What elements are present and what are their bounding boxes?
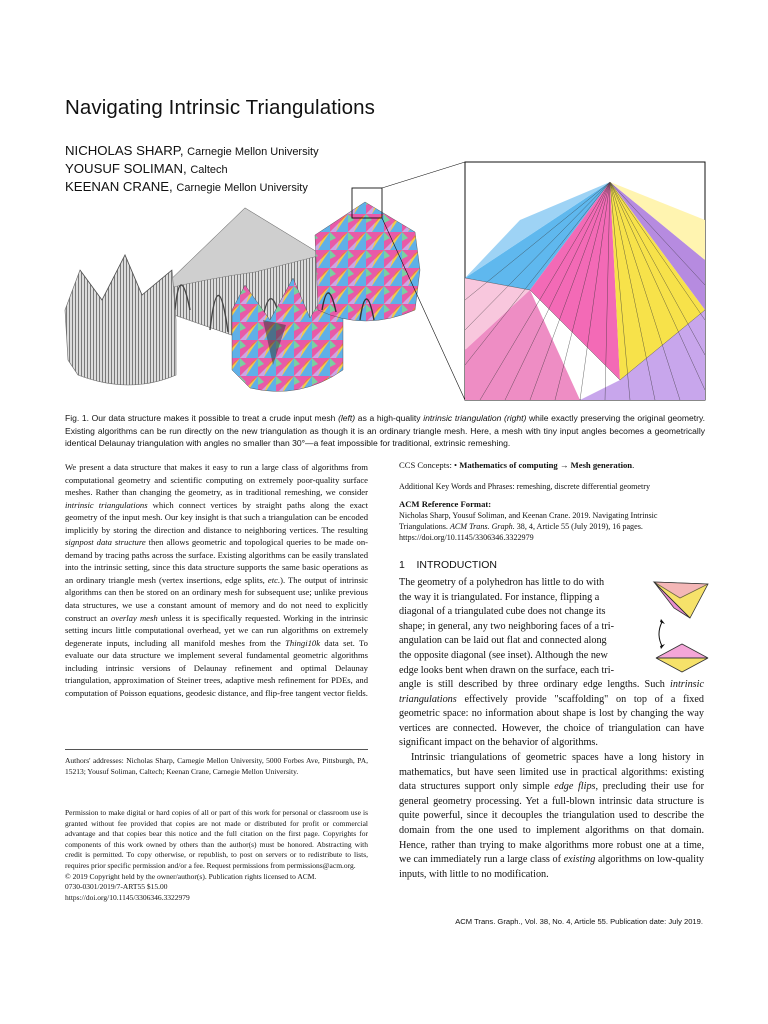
right-column-meta — [399, 459, 703, 543]
figure-caption: Fig. 1. Our data structure makes it possible to treat a crude input mesh (left) as a high-quality intrinsic triangulation (right) while exactly preserving the original geometry. Existing algorithms can be run directly on the new triangulation as though it is an ordinary triangle mesh. Here, a mesh with tiny input angles becomes a geometrically identical Delaunay triangulation with angles no smaller than 30°—a feat impossible for traditional, extrinsic remeshing. — [65, 413, 705, 449]
author-name: KEENAN CRANE, — [65, 179, 173, 194]
ccs-concepts: CCS Concepts: • Mathematics of computing → Mesh generation. — [399, 460, 635, 470]
author-name: NICHOLAS SHARP, — [65, 143, 184, 158]
page-footer: ACM Trans. Graph., Vol. 38, No. 4, Article 55. Publication date: July 2019. — [455, 917, 703, 926]
intrinsic-mesh-cone — [315, 202, 420, 321]
author-affiliation: Carnegie Mellon University — [176, 182, 308, 194]
keywords: Additional Key Words and Phrases: remeshing, discrete differential geometry — [399, 482, 651, 492]
section-number: 1 — [399, 559, 405, 571]
author-name: YOUSUF SOLIMAN, — [65, 161, 187, 176]
author-1 — [65, 143, 319, 160]
permission-text: Permission to make digital or hard copies of all or part of this work for personal or classroom use is granted without fee provided that copies are not made or distributed for profit or commercial advantage and that copies bear this notice and the full citation on the first page. Copyrights for components of this work owned by others than the author(s) must be honored. Abstracting with credit is permitted. To copy otherwise, or republish, to post on servers or to redistribute to lists, requires prior specific permission and/or a fee. Request permissions from permissions@acm.org. — [65, 808, 368, 870]
author-addresses: Authors' addresses: Nicholas Sharp, Carnegie Mellon University, 5000 Forbes Ave, Pittsburgh, PA, 15213; Yousuf Soliman, Caltech; Keenan Crane, Carnegie Mellon University. — [65, 756, 368, 776]
edge-flip-inset — [650, 578, 712, 678]
reference-heading: ACM Reference Format: — [399, 498, 492, 509]
intro-paragraph-continued: angle is still described by three ordinary edge lengths. Such intrinsic triangulations effectively provide "scaffolding" on top of a fixed geometric space: no information about shape is lost by changing the way vertices are connected. However, the choice of triangulation can have significant impact on the behavior of algorithms. Intrinsic triangulations of geometric spaces have a long history in mathematics, but have seen limited use in practical algorithms: existing data structures support only simple edge flips, precluding their use for general geometry processing. Yet a full-blown intrinsic data structure is quite powerful, since it decouples the triangulation used to describe the domain from the one used to implement algorithms on that domain. Hence, rather than trying to make algorithms more robust one at a time, we can immediately run a large class of existing algorithms on low-quality inputs, with little to no modification. — [399, 679, 705, 880]
input-mesh-crown — [65, 255, 176, 385]
issn-line: 0730-0301/2019/7-ART55 $15.00 — [65, 882, 168, 892]
teaser-figure — [60, 160, 710, 405]
section-title: INTRODUCTION — [416, 559, 498, 571]
paper-title: Navigating Intrinsic Triangulations — [65, 96, 376, 119]
permission-notice — [65, 808, 368, 903]
author-affiliation: Carnegie Mellon University — [187, 146, 319, 158]
reference-format: Nicholas Sharp, Yousuf Soliman, and Keenan Crane. 2019. Navigating Intrinsic Triangulations. ACM Trans. Graph. 38, 4, Article 55 (July 2019), 16 pages. https://doi.org/10.1145/3306346.3322979 — [399, 510, 658, 543]
doi-link[interactable]: https://doi.org/10.1145/3306346.3322979 — [65, 892, 190, 902]
author-affiliation: Caltech — [190, 164, 228, 176]
intro-paragraph-start: The geometry of a polyhedron has little to do with the way it is triangulated. For instance, flipping a diagonal of a triangulated cube does not change its shape; in general, any two neighboring faces of a tri- angulation can be laid out flat and connected along the opposite diagonal (see inset). Although the new edge looks bent when drawn on the surface, each tri- — [399, 577, 614, 676]
footnote-rule — [65, 749, 368, 750]
abstract: We present a data structure that makes it easy to run a large class of algorithms from computational geometry and scientific computing on extremely poor-quality surface meshes. Rather than changing the geometry, as in traditional remeshing, we consider intrinsic triangulations which connect vertices by straight paths along the exact geometry of the input mesh. Our key insight is that such a triangulation can be encoded implicitly by storing the direction and distance to neighboring vertices. The resulting signpost data structure then allows geometric and topological queries to be made on-demand by tracing paths across the surface. Existing algorithms can be easily translated into the intrinsic setting, since this data structure supports the same basic operations as an ordinary triangle mesh (vertex insertions, edge splits, etc.). The output of intrinsic algorithms can then be stored on an ordinary mesh for subsequent use; unlike previous data structures, we use a constant amount of memory and do not need to explicitly construct an overlay mesh unless it is specifically requested. Working in the intrinsic setting incurs little computational overhead, yet we can run algorithms on extremely degenerate inputs, including all manifold meshes from the Thingi10k data set. To evaluate our data structure we implement several fundamental geometric algorithms including intrinsic versions of Delaunay refinement and optimal Delaunay triangulation, approximation of Steiner trees, adaptive mesh refinement for PDEs, and computation of Poisson equations, geodesic distance, and flip-free tangent vector fields. — [65, 462, 369, 698]
section-heading — [399, 559, 497, 571]
copyright-line: © 2019 Copyright held by the owner/author(s). Publication rights licensed to ACM. — [65, 871, 317, 881]
zoom-inset — [465, 162, 705, 400]
